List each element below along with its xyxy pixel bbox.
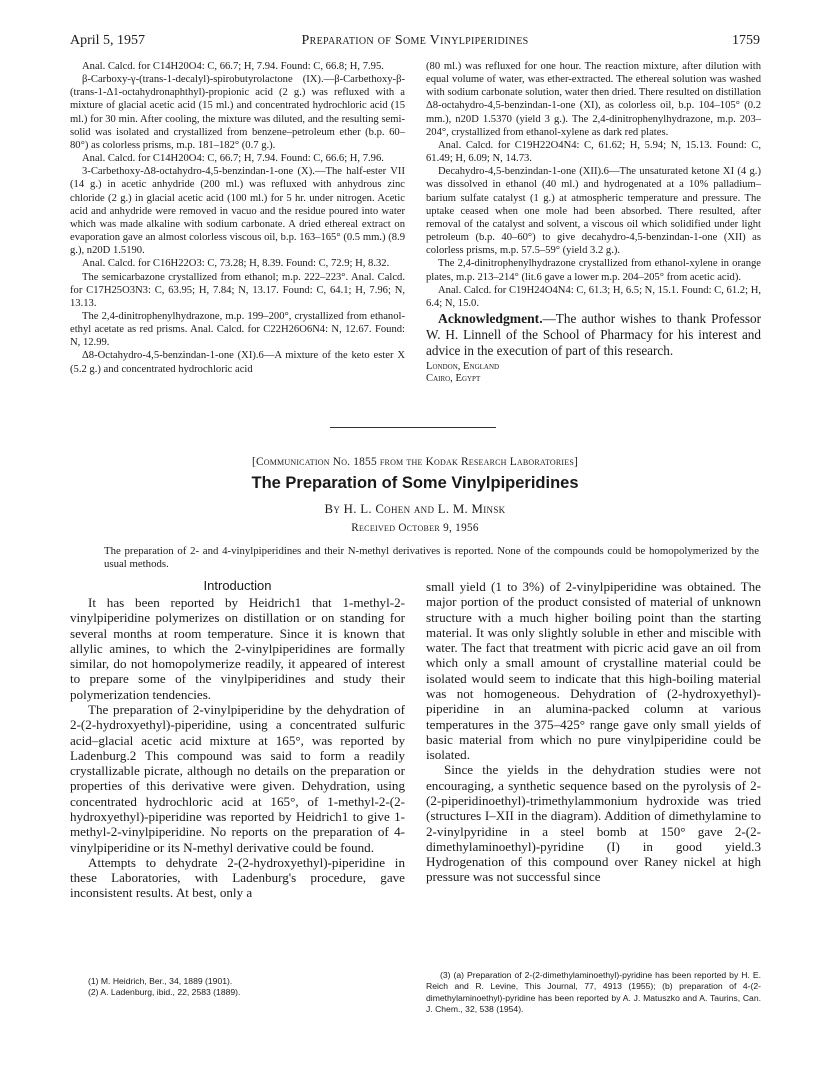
footnotes-right: [426, 970, 761, 1016]
footnote: (1) M. Heidrich, Ber., 34, 1889 (1901).: [88, 976, 233, 986]
paragraph: (80 ml.) was refluxed for one hour. The reaction mixture, after dilution with equal volume of water, was ether-extracted. The ethereal solution was washed with sodium carbonate solution, water then dried. There resulted on distillation Δ8-octahydro-4,5-benzindan-1-one (XI), as colorless oil, b.p. 104–105° (0.2 mm.), n20D 1.5370 (yield 3 g.). The 2,4-dinitrophenylhydrazone, m.p. 203–204°, crystallized from ethanol-xylene as dark red plates.: [426, 61, 761, 138]
paragraph: The preparation of 2-vinylpiperidine by the dehydration of 2-(2-hydroxyethyl)-piperidine, using a concentrated sulfuric acid–glacial acetic acid mixture at 165°, was reported by Ladenburg.2 This compound was said to form a readily crystallizable picrate, although no details on the preparation or properties of this derivative were given. Dehydration, using concentrated hydrochloric acid at 165°, of 1-methyl-2-(2-hydroxyethyl)-piperidine was reported by Heidrich1 to give 1-methyl-2-vinylpiperidine. No reports on the preparation of 4-vinylpiperidine or its N-methyl derivative could be found.: [70, 701, 405, 855]
section-divider: [330, 427, 496, 428]
paragraph: small yield (1 to 3%) of 2-vinylpiperidine was obtained. The major portion of the product consisted of material of unknown structure with a much higher boiling point than the starting material. It was only slightly soluble in ether and miscible with water. The fact that treatment with picric acid gave an oil from which only a small amount of crystalline material could be isolated would seem to indicate that this high-boiling material was not homogeneous. Dehydration of (2-hydroxyethyl)-piperidine in an alumina-packed column at various temperatures in the 375–425° range gave only small yields of basic material from which no pure vinylpiperidine could be isolated.: [426, 579, 761, 763]
paragraph: Δ8-Octahydro-4,5-benzindan-1-one (XI).6—A mixture of the keto ester X (5.2 g.) and concentrated hydrochloric acid: [70, 350, 405, 375]
section-heading: Introduction: [203, 578, 272, 593]
paragraph: β-Carboxy-γ-(trans-1-decalyl)-spirobutyrolactone (IX).—β-Carbethoxy-β-(trans-1-Δ1-octahydronaphthyl)-propionic acid (2 g.) was refluxed with a mixture of glacial acetic acid (15 ml.) and concentrated hydrochloric acid (15 ml.) for 30 min. After cooling, the mixture was diluted, and the resulting semi-solid was isolated and crystallized from benzene–petroleum ether (b.p. 60–80°) as colorless prisms, m.p. 181–182° (0.7 g.).: [70, 74, 405, 151]
page-header: [70, 33, 760, 51]
paragraph: The 2,4-dinitrophenylhydrazone crystallized from ethanol-xylene in orange plates, m.p. 213–214° (lit.6 gave a lower m.p. 204–205° from acetic acid).: [426, 258, 761, 283]
paragraph: Anal. Calcd. for C19H22O4N4: C, 61.62; H, 5.94; N, 15.13. Found: C, 61.49; H, 6.09; N, 14.73.: [426, 139, 761, 165]
paragraph: Attempts to dehydrate 2-(2-hydroxyethyl)-piperidine in these Laboratories, with Ladenburg's procedure, gave inconsistent results. At best, only a: [70, 854, 405, 901]
header-date: April 5, 1957: [70, 33, 146, 48]
body-left-column: [70, 595, 405, 901]
paragraph: Anal. Calcd. for C16H22O3: C, 73.28; H, 8.39. Found: C, 72.9; H, 8.32.: [82, 258, 390, 270]
footnote: (2) A. Ladenburg, ibid., 22, 2583 (1889).: [88, 987, 241, 997]
acknowledgment-text: —The author wishes to thank Professor W. H. Linnell of the School of Pharmacy for his interest and advice in the execution of part of this research.: [426, 310, 761, 358]
article-authors: By H. L. Cohen and L. M. Minsk: [324, 502, 506, 516]
body-right-column: [426, 579, 761, 885]
top-left-column: [70, 60, 405, 376]
header-running-title: Preparation of Some Vinylpiperidines: [301, 33, 529, 48]
footnotes-left: [70, 976, 405, 998]
paragraph: It has been reported by Heidrich1 that 1-methyl-2-vinylpiperidine polymerizes on distillation or on standing for several months at room temperature. Since it is known that allylic amines, to which the 2-vinylpiperidines are formally similar, do not homopolymerize readily, it appeared of interest to prepare some of the vinylpiperidines and study their polymerization tendencies.: [70, 595, 405, 702]
paragraph: The semicarbazone crystallized from ethanol; m.p. 222–223°. Anal. Calcd. for C17H25O3N3: C, 63.95; H, 7.84; N, 13.17. Found: C, 64.1; H, 7.96; N, 13.13.: [70, 271, 405, 309]
acknowledgment-label: Acknowledgment.: [438, 310, 543, 326]
top-right-column: [426, 60, 761, 386]
address-cairo: Cairo, Egypt: [426, 373, 481, 385]
paragraph: Since the yields in the dehydration studies were not encouraging, a synthetic sequence based on the pyrolysis of 2-(2-piperidinoethyl)-trimethylammonium hydroxide was tried (structures I–XII in the diagram). Addition of dimethylamine to 2-vinylpyridine in a steel bomb at 150° gave 2-(2-dimethylaminoethyl)-pyridine (I) in good yield.3 Hydrogenation of this compound over Raney nickel at high pressure was not successful since: [426, 762, 761, 885]
footnote: (3) (a) Preparation of 2-(2-dimethylaminoethyl)-pyridine has been reported by H. E. Reich and R. Levine, This Journal, 77, 4913 (1955); (b) preparation of 4-(2-dimethylaminoethyl)-pyridine has been reported by A. J. Matuszko and A. Taurins, Can. J. Chem., 32, 538 (1954).: [426, 970, 761, 1015]
abstract: The preparation of 2- and 4-vinylpiperidines and their N-methyl derivatives is reported. None of the compounds could be homopolymerized by the usual methods.: [104, 545, 759, 571]
paragraph: Decahydro-4,5-benzindan-1-one (XII).6—The unsaturated ketone XI (4 g.) was dissolved in ethanol (40 ml.) and hydrogenated at a 10% palladium–barium sulfate catalyst (1 g.) at atmospheric temperature and pressure. The uptake ceased when one mole had been absorbed. There resulted, after removal of the catalyst and solvent, a viscous oil which solidified under light petroleum (b.p. 40–60°) to give decahydro-4,5-benzindan-1-one (XII) as colorless prisms, m.p. 57.5–59° (yield 3.2 g.).: [426, 166, 761, 257]
paragraph: Anal. Calcd. for C14H20O4: C, 66.7; H, 7.94. Found: C, 66.6; H, 7.96.: [82, 153, 384, 165]
paragraph: The 2,4-dinitrophenylhydrazone, m.p. 199–200°, crystallized from ethanol-ethyl acetate as red prisms. Anal. Calcd. for C22H26O6N4: N, 12.67. Found: N, 12.99.: [70, 310, 405, 349]
article-title: The Preparation of Some Vinylpiperidines: [251, 474, 579, 492]
acknowledgment: [426, 311, 761, 359]
paragraph: 3-Carbethoxy-Δ8-octahydro-4,5-benzindan-1-one (X).—The half-ester VII (14 g.) in acetic anhydride (200 ml.) was refluxed with anhydrous zinc chloride (2 g.) in glacial acetic acid (100 ml.) for 5 hr. under nitrogen. Acetic acid and anhydride were removed in vacuo and the residue poured into water which was made alkaline with sodium carbonate. A dried ethereal extract on evaporation gave an almost colorless viscous oil, b.p. 163–165° (0.5 mm.) (8.9 g.), n20D 1.5190.: [70, 166, 405, 257]
paragraph: Anal. Calcd. for C19H24O4N4: C, 61.3; H, 6.5; N, 15.1. Found: C, 61.2; H, 6.4; N, 15.0.: [426, 284, 761, 309]
paragraph: Anal. Calcd. for C14H20O4: C, 66.7; H, 7.94. Found: C, 66.8; H, 7.95.: [82, 61, 384, 72]
communication-note: [Communication No. 1855 from the Kodak Research Laboratories]: [251, 456, 579, 468]
received-date: Received October 9, 1956: [351, 522, 479, 534]
header-page-number: 1759: [732, 33, 760, 48]
address-london: London, England: [426, 360, 500, 372]
